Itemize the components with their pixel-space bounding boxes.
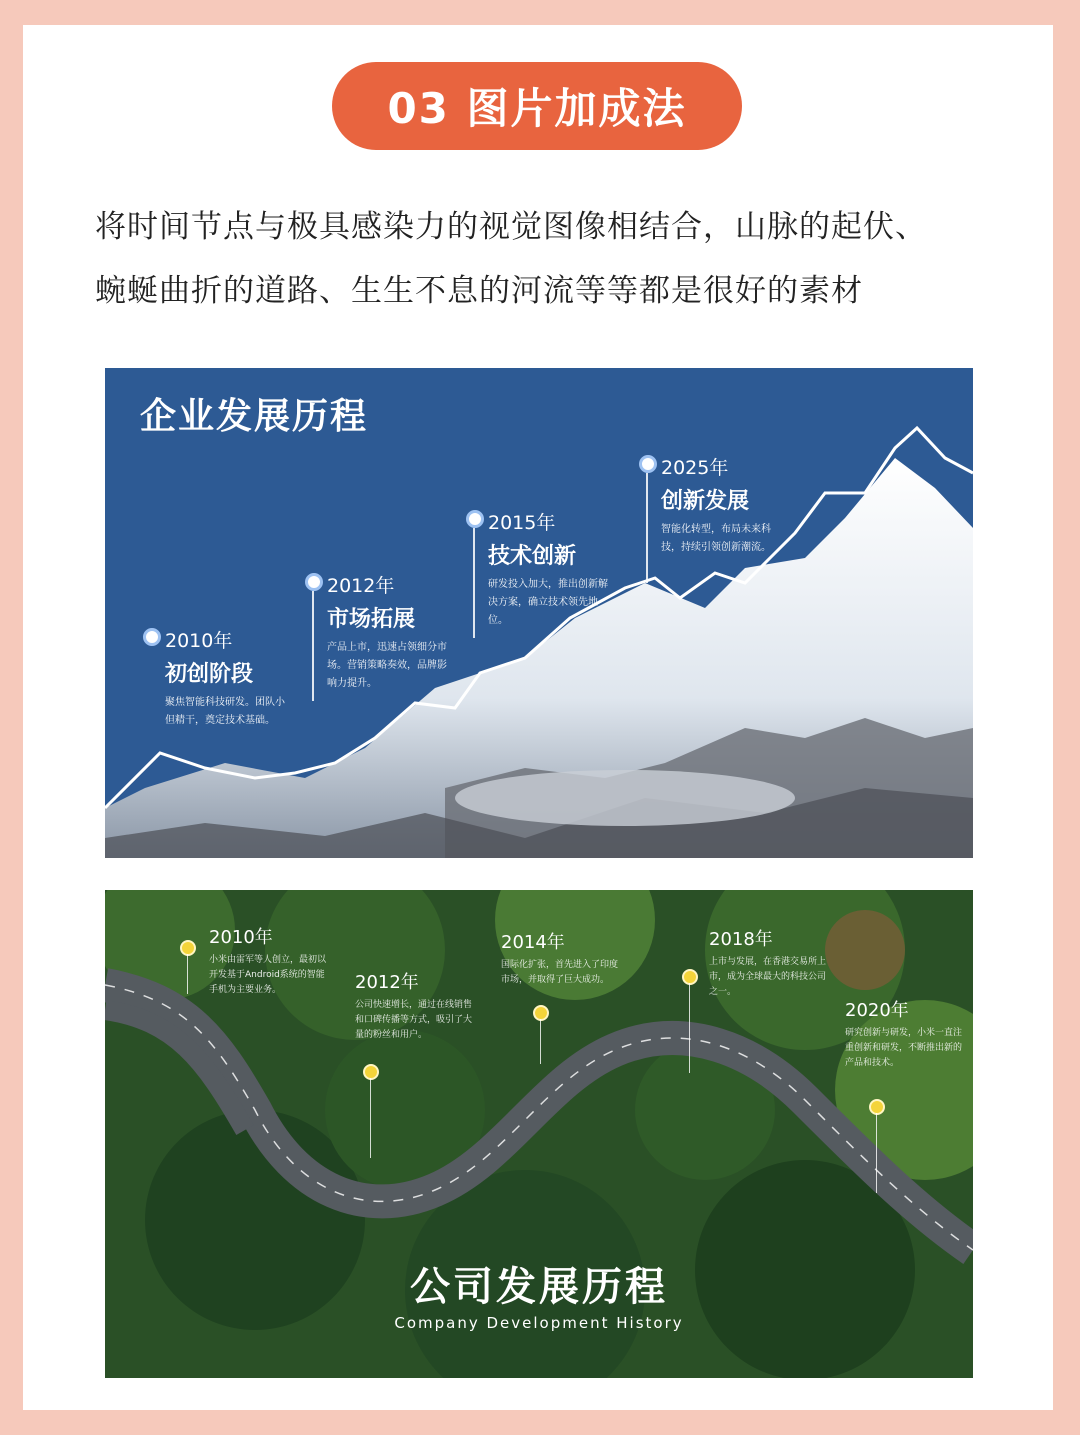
- milestone-name: 初创阶段: [165, 662, 254, 687]
- road-milestone-2020: [845, 996, 965, 1071]
- section-badge: 03 图片加成法: [332, 62, 742, 150]
- milestone-desc: 小米由雷军等人创立，最初以开发基于Android系统的智能手机为主要业务。: [209, 955, 327, 995]
- milestone-dot-icon: [305, 573, 323, 591]
- milestone-stem: [187, 954, 188, 994]
- milestone-desc: 公司快速增长，通过在线销售和口碑传播等方式，吸引了大量的粉丝和用户。: [355, 1000, 473, 1040]
- milestone-marker-icon: [363, 1064, 379, 1080]
- milestone-2015: [488, 508, 613, 630]
- milestone-stem: [646, 473, 648, 583]
- milestone-year: 2012年: [355, 972, 419, 993]
- milestone-desc: 研发投入加大，推出创新解决方案，确立技术领先地位。: [488, 579, 608, 626]
- milestone-year: 2012年: [327, 575, 395, 597]
- milestone-2025: [661, 453, 786, 557]
- milestone-stem: [540, 1019, 541, 1064]
- milestone-year: 2010年: [209, 927, 273, 948]
- milestone-year: 2014年: [501, 932, 565, 953]
- milestone-dot-icon: [639, 455, 657, 473]
- milestone-desc: 上市与发展，在香港交易所上市，成为全球最大的科技公司之一。: [709, 957, 827, 997]
- milestone-dot-icon: [466, 510, 484, 528]
- milestone-dot-icon: [143, 628, 161, 646]
- slide1-title: 企业发展历程: [140, 396, 369, 437]
- milestone-name: 市场拓展: [327, 607, 416, 632]
- road-milestone-2010: [209, 923, 329, 998]
- milestone-marker-icon: [869, 1099, 885, 1115]
- milestone-desc: 研究创新与研发，小米一直注重创新和研发，不断推出新的产品和技术。: [845, 1028, 963, 1068]
- milestone-2010: [165, 626, 290, 730]
- milestone-year: 2015年: [488, 512, 556, 534]
- slide2-title: 公司发展历程: [410, 1264, 668, 1310]
- milestone-desc: 智能化转型，布局未来科技，持续引领创新潮流。: [661, 524, 771, 553]
- intro-line-2: 蜿蜒曲折的道路、生生不息的河流等等都是很好的素材: [95, 273, 863, 309]
- milestone-name: 创新发展: [661, 489, 750, 514]
- mountain-timeline-slide: [105, 368, 973, 858]
- milestone-desc: 国际化扩张，首先进入了印度市场，并取得了巨大成功。: [501, 960, 619, 985]
- milestone-year: 2010年: [165, 630, 233, 652]
- milestone-year: 2018年: [709, 929, 773, 950]
- milestone-stem: [473, 528, 475, 638]
- road-timeline-slide: [105, 890, 973, 1378]
- road-milestone-2014: [501, 928, 621, 988]
- milestone-year: 2025年: [661, 457, 729, 479]
- milestone-year: 2020年: [845, 1000, 909, 1021]
- intro-line-1: 将时间节点与极具感染力的视觉图像相结合，山脉的起伏、: [95, 209, 927, 245]
- milestone-marker-icon: [682, 969, 698, 985]
- milestone-stem: [689, 983, 690, 1073]
- milestone-stem: [312, 591, 314, 701]
- milestone-stem: [876, 1113, 877, 1193]
- slide2-subtitle: Company Development History: [394, 1314, 684, 1332]
- milestone-name: 技术创新: [488, 544, 577, 569]
- intro-text: [95, 195, 1025, 323]
- road-milestone-2012: [355, 968, 475, 1043]
- milestone-marker-icon: [533, 1005, 549, 1021]
- milestone-stem: [370, 1078, 371, 1158]
- milestone-desc: 产品上市，迅速占领细分市场。营销策略奏效，品牌影响力提升。: [327, 642, 447, 689]
- milestone-marker-icon: [180, 940, 196, 956]
- milestone-2012: [327, 571, 452, 693]
- road-milestone-2018: [709, 925, 829, 1000]
- milestone-desc: 聚焦智能科技研发。团队小但精干，奠定技术基础。: [165, 697, 285, 726]
